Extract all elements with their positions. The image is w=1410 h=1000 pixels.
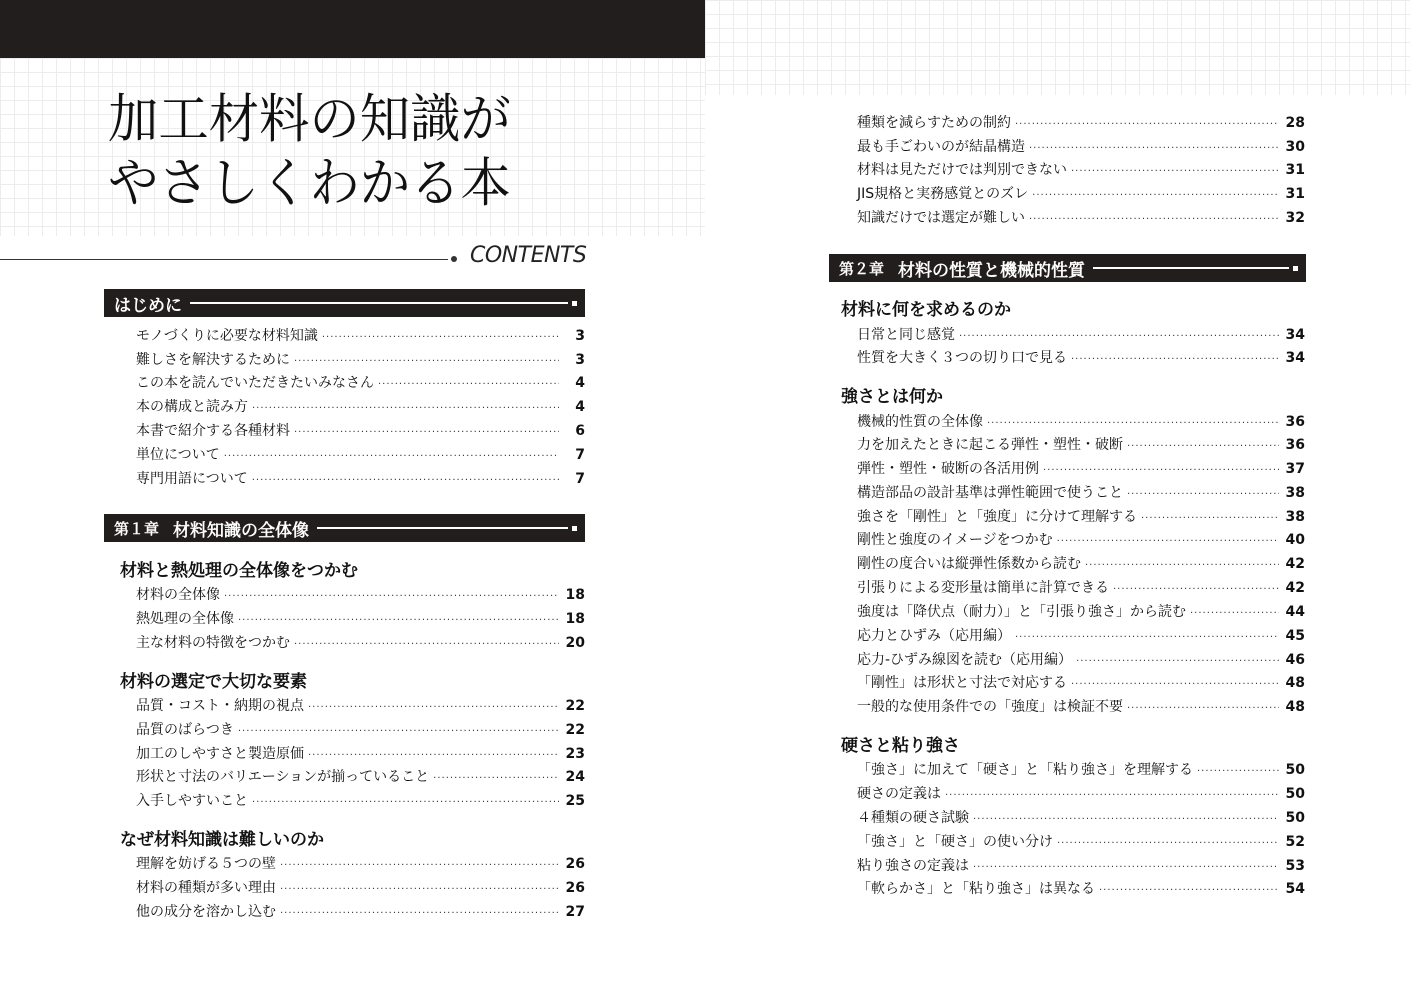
- chapter-title: はじめに: [114, 295, 182, 316]
- leader-dots: [1032, 190, 1279, 201]
- leader-dots: [224, 451, 559, 462]
- leader-dots: [238, 726, 559, 737]
- toc-entry-page: 24: [565, 769, 585, 785]
- toc-entry-label: 「強さ」と「硬さ」の使い分け: [857, 834, 1053, 850]
- toc-entry[interactable]: [857, 553, 1305, 573]
- toc-entry-label: 剛性と強度のイメージをつかむ: [857, 532, 1053, 548]
- leader-dots: [1085, 560, 1279, 571]
- toc-entry[interactable]: [857, 434, 1305, 454]
- toc-entry-page: 42: [1285, 556, 1305, 572]
- leader-dots: [308, 702, 559, 713]
- toc-entry-page: 50: [1285, 786, 1305, 802]
- toc-entry-page: 48: [1285, 675, 1305, 691]
- toc-entry-page: 20: [565, 635, 585, 651]
- toc-entry[interactable]: [857, 529, 1305, 549]
- toc-entry[interactable]: [136, 444, 585, 464]
- toc-entry[interactable]: [136, 372, 585, 392]
- chapter-bar-line: [317, 527, 568, 529]
- toc-entry[interactable]: [857, 411, 1305, 431]
- toc-entry-page: 50: [1285, 762, 1305, 778]
- toc-entry[interactable]: [136, 420, 585, 440]
- chapter-bar-line: [1093, 267, 1289, 269]
- leader-dots: [945, 790, 1279, 801]
- toc-entry-page: 40: [1285, 532, 1305, 548]
- leader-dots: [1057, 838, 1279, 849]
- toc-entry-page: 31: [1285, 162, 1305, 178]
- toc-entry[interactable]: [857, 601, 1305, 621]
- toc-entry-label: 機械的性質の全体像: [857, 414, 983, 430]
- chapter-title: 材料の性質と機械的性質: [898, 260, 1086, 281]
- toc-entry[interactable]: [857, 831, 1305, 851]
- toc-entry-label: 難しさを解決するために: [136, 352, 290, 368]
- toc-entry[interactable]: [136, 853, 585, 873]
- toc-entry[interactable]: [136, 901, 585, 921]
- toc-entry-label: 材料の種類が多い理由: [136, 880, 276, 896]
- toc-entry-page: 38: [1285, 509, 1305, 525]
- toc-entry-page: 30: [1285, 139, 1305, 155]
- toc-entry[interactable]: [136, 790, 585, 810]
- toc-entry[interactable]: [857, 207, 1305, 227]
- section-heading: なぜ材料知識は難しいのか: [120, 830, 324, 850]
- leader-dots: [308, 750, 559, 761]
- leader-dots: [1015, 119, 1279, 130]
- toc-entry[interactable]: [136, 877, 585, 897]
- top-black-band: [0, 0, 705, 58]
- toc-entry-label: モノづくりに必要な材料知識: [136, 328, 318, 344]
- toc-entry-page: 32: [1285, 210, 1305, 226]
- contents-label: CONTENTS: [470, 243, 587, 268]
- toc-entry-page: 28: [1285, 115, 1305, 131]
- grid-background: [705, 0, 1410, 95]
- leader-dots: [280, 860, 559, 871]
- toc-entry-label: 日常と同じ感覚: [857, 327, 955, 343]
- toc-entry-label: 強度は「降伏点（耐力）」と「引張り強さ」から読む: [857, 604, 1186, 620]
- toc-entry-label: 品質のばらつき: [136, 722, 234, 738]
- toc-entry[interactable]: [136, 349, 585, 369]
- book-title-line-1: 加工材料の知識が: [108, 89, 511, 150]
- toc-entry-page: 18: [565, 587, 585, 603]
- toc-entry[interactable]: [857, 759, 1305, 779]
- book-title: [108, 88, 511, 216]
- chapter-bar-square: [572, 526, 577, 531]
- chapter-title: 材料知識の全体像: [173, 520, 310, 541]
- toc-entry-page: 27: [565, 904, 585, 920]
- section-heading: 強さとは何か: [841, 387, 943, 407]
- toc-entry-label: 引張りによる変形量は簡単に計算できる: [857, 580, 1109, 596]
- toc-entry-page: 26: [565, 880, 585, 896]
- section-heading: 材料に何を求めるのか: [841, 300, 1011, 320]
- toc-entry-page: 34: [1285, 350, 1305, 366]
- chapter-number: 第１章: [114, 519, 160, 538]
- toc-entry-page: 44: [1285, 604, 1305, 620]
- toc-entry-page: 7: [575, 471, 585, 487]
- leader-dots: [1141, 513, 1279, 524]
- leader-dots: [1015, 632, 1279, 643]
- toc-entry-label: 剛性の度合いは縦弾性係数から読む: [857, 556, 1081, 572]
- toc-entry-page: 31: [1285, 186, 1305, 202]
- leader-dots: [252, 403, 559, 414]
- toc-entry-page: 54: [1285, 881, 1305, 897]
- toc-entry-label: 応力とひずみ（応用編）: [857, 628, 1011, 644]
- toc-entry[interactable]: [136, 584, 585, 604]
- toc-entry[interactable]: [857, 878, 1305, 898]
- section-heading: 硬さと粘り強さ: [841, 736, 960, 756]
- leader-dots: [1127, 703, 1279, 714]
- toc-entry[interactable]: [136, 468, 585, 488]
- toc-entry[interactable]: [136, 766, 585, 786]
- leader-dots: [433, 773, 559, 784]
- leader-dots: [1099, 885, 1279, 896]
- toc-entry-label: 加工のしやすさと製造原価: [136, 746, 304, 762]
- toc-entry[interactable]: [857, 136, 1305, 156]
- toc-entry-label: 熱処理の全体像: [136, 611, 234, 627]
- toc-entry-page: 34: [1285, 327, 1305, 343]
- toc-entry[interactable]: [857, 625, 1305, 645]
- toc-entry-label: 「強さ」に加えて「硬さ」と「粘り強さ」を理解する: [857, 762, 1193, 778]
- toc-entry-page: 36: [1285, 437, 1305, 453]
- toc-entry-label: 応力-ひずみ線図を読む（応用編）: [857, 652, 1073, 668]
- toc-entry[interactable]: [857, 672, 1305, 692]
- toc-entry-label: 専門用語について: [136, 471, 248, 487]
- toc-entry-label: 力を加えたときに起こる弾性・塑性・破断: [857, 437, 1123, 453]
- chapter-number: 第２章: [839, 259, 885, 278]
- toc-entry-label: 種類を減らすための制約: [857, 115, 1011, 131]
- leader-dots: [238, 615, 559, 626]
- leader-dots: [322, 332, 559, 343]
- toc-entry-label: 単位について: [136, 447, 220, 463]
- toc-entry-label: 知識だけでは選定が難しい: [857, 210, 1025, 226]
- leader-dots: [1057, 536, 1279, 547]
- leader-dots: [1029, 143, 1279, 154]
- toc-entry-page: 25: [565, 793, 585, 809]
- toc-entry-label: 粘り強さの定義は: [857, 858, 969, 874]
- leader-dots: [1071, 354, 1279, 365]
- toc-entry-label: この本を読んでいただきたいみなさん: [136, 375, 374, 391]
- toc-entry-page: 4: [575, 375, 585, 391]
- toc-entry-page: 46: [1285, 652, 1305, 668]
- leader-dots: [294, 639, 559, 650]
- leader-dots: [252, 797, 559, 808]
- leader-dots: [224, 591, 559, 602]
- toc-entry-page: 36: [1285, 414, 1305, 430]
- toc-entry-page: 52: [1285, 834, 1305, 850]
- leader-dots: [280, 908, 559, 919]
- chapter-bar-square: [572, 301, 577, 306]
- leader-dots: [294, 356, 559, 367]
- toc-entry-page: 4: [575, 399, 585, 415]
- toc-entry-label: 強さを「剛性」と「強度」に分けて理解する: [857, 509, 1137, 525]
- toc-entry-page: 50: [1285, 810, 1305, 826]
- leader-dots: [1190, 608, 1279, 619]
- toc-entry[interactable]: [136, 695, 585, 715]
- chapter-bar-2: [829, 254, 1306, 282]
- leader-dots: [1071, 679, 1279, 690]
- toc-entry-label: 理解を妨げる５つの壁: [136, 856, 276, 872]
- toc-entry-label: 性質を大きく３つの切り口で見る: [857, 350, 1067, 366]
- toc-entry-page: 37: [1285, 461, 1305, 477]
- right-page: [705, 0, 1410, 1000]
- leader-dots: [1127, 489, 1279, 500]
- toc-entry-label: 構造部品の設計基準は弾性範囲で使うこと: [857, 485, 1123, 501]
- chapter-bar-1: [104, 514, 585, 542]
- toc-entry-page: 42: [1285, 580, 1305, 596]
- leader-dots: [1197, 766, 1279, 777]
- leader-dots: [378, 379, 559, 390]
- toc-entry[interactable]: [857, 783, 1305, 803]
- toc-entry[interactable]: [857, 855, 1305, 875]
- toc-entry-label: 品質・コスト・納期の視点: [136, 698, 304, 714]
- chapter-bar-intro: [104, 289, 585, 317]
- leader-dots: [294, 427, 559, 438]
- toc-entry-page: 38: [1285, 485, 1305, 501]
- leader-dots: [1029, 214, 1279, 225]
- toc-entry-label: 本の構成と読み方: [136, 399, 248, 415]
- toc-entry-label: 他の成分を溶かし込む: [136, 904, 276, 920]
- toc-entry[interactable]: [136, 719, 585, 739]
- contents-dot: [451, 256, 457, 262]
- toc-entry[interactable]: [857, 324, 1305, 344]
- toc-entry-label: 硬さの定義は: [857, 786, 941, 802]
- toc-entry[interactable]: [857, 347, 1305, 367]
- leader-dots: [1113, 584, 1279, 595]
- toc-entry[interactable]: [857, 159, 1305, 179]
- toc-entry[interactable]: [857, 696, 1305, 716]
- toc-entry[interactable]: [857, 183, 1305, 203]
- toc-entry[interactable]: [857, 577, 1305, 597]
- toc-entry[interactable]: [136, 325, 585, 345]
- chapter-bar-line: [190, 302, 568, 304]
- toc-entry-page: 53: [1285, 858, 1305, 874]
- leader-dots: [987, 418, 1279, 429]
- toc-entry-page: 3: [575, 352, 585, 368]
- toc-entry-label: 「軟らかさ」と「粘り強さ」は異なる: [857, 881, 1095, 897]
- toc-entry-page: 23: [565, 746, 585, 762]
- toc-entry-page: 6: [575, 423, 585, 439]
- section-heading: 材料の選定で大切な要素: [120, 672, 307, 692]
- toc-entry-page: 7: [575, 447, 585, 463]
- book-title-line-2: やさしくわかる本: [108, 153, 511, 214]
- toc-entry[interactable]: [136, 632, 585, 652]
- leader-dots: [973, 862, 1279, 873]
- toc-entry[interactable]: [136, 396, 585, 416]
- toc-entry-page: 18: [565, 611, 585, 627]
- toc-entry-label: 本書で紹介する各種材料: [136, 423, 290, 439]
- toc-entry[interactable]: [136, 608, 585, 628]
- section-heading: 材料と熱処理の全体像をつかむ: [120, 561, 358, 581]
- chapter-bar-square: [1293, 266, 1298, 271]
- toc-entry-label: 弾性・塑性・破断の各活用例: [857, 461, 1039, 477]
- toc-entry[interactable]: [857, 458, 1305, 478]
- leader-dots: [973, 814, 1279, 825]
- toc-entry-label: 入手しやすいこと: [136, 793, 248, 809]
- toc-entry-page: 26: [565, 856, 585, 872]
- toc-entry[interactable]: [857, 807, 1305, 827]
- toc-entry-label: 形状と寸法のバリエーションが揃っていること: [136, 769, 430, 785]
- toc-entry-page: 3: [575, 328, 585, 344]
- toc-entry-label: 主な材料の特徴をつかむ: [136, 635, 290, 651]
- toc-entry-label: 一般的な使用条件での「強度」は検証不要: [857, 699, 1123, 715]
- toc-entry-label: JIS規格と実務感覚とのズレ: [857, 186, 1029, 202]
- toc-entry[interactable]: [857, 112, 1305, 132]
- toc-entry[interactable]: [136, 743, 585, 763]
- leader-dots: [1076, 656, 1279, 667]
- leader-dots: [252, 475, 559, 486]
- toc-entry-label: 材料は見ただけでは判別できない: [857, 162, 1067, 178]
- toc-entry-page: 45: [1285, 628, 1305, 644]
- toc-entry-label: ４種類の硬さ試験: [857, 810, 969, 826]
- toc-entry-label: 材料の全体像: [136, 587, 220, 603]
- leader-dots: [1127, 441, 1279, 452]
- toc-entry[interactable]: [857, 506, 1305, 526]
- leader-dots: [280, 884, 559, 895]
- toc-entry-label: 「剛性」は形状と寸法で対応する: [857, 675, 1067, 691]
- leader-dots: [1043, 465, 1279, 476]
- contents-rule: [0, 259, 448, 260]
- toc-entry[interactable]: [857, 482, 1305, 502]
- leader-dots: [959, 331, 1279, 342]
- toc-entry-label: 最も手ごわいのが結晶構造: [857, 139, 1025, 155]
- toc-entry-page: 48: [1285, 699, 1305, 715]
- toc-entry-page: 22: [565, 722, 585, 738]
- toc-entry-page: 22: [565, 698, 585, 714]
- toc-entry[interactable]: [857, 649, 1305, 669]
- leader-dots: [1071, 166, 1279, 177]
